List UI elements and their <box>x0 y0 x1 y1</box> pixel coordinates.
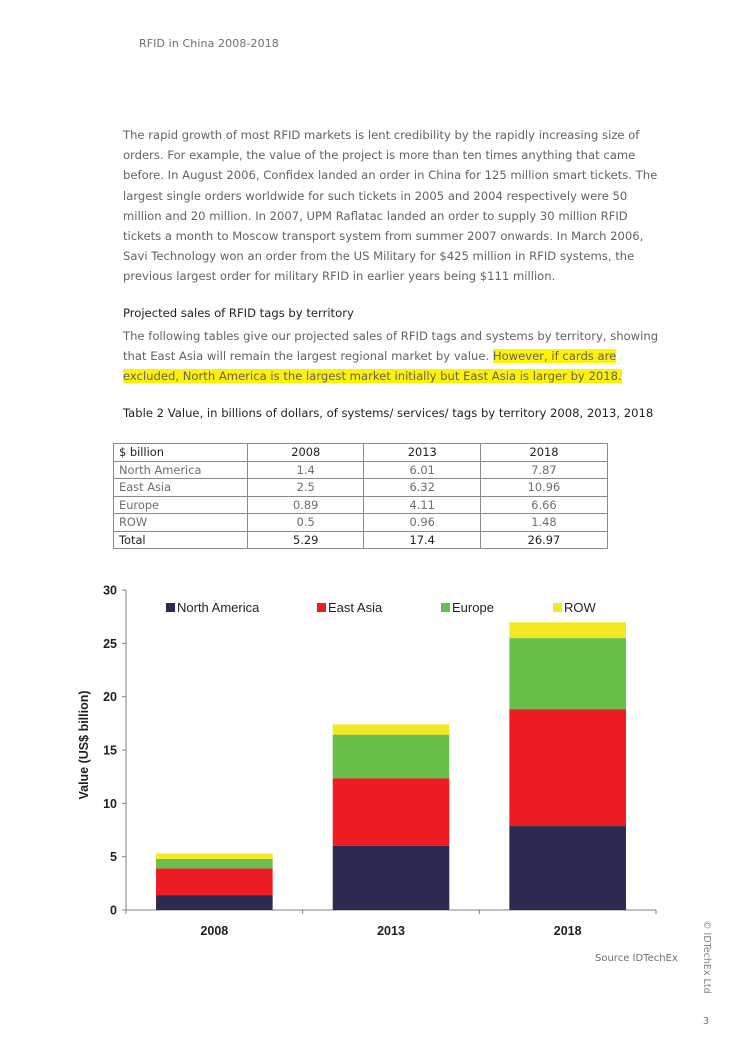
bar-segment-row <box>333 724 450 734</box>
section-paragraph <box>123 326 668 387</box>
bar-segment-east-asia <box>333 778 450 845</box>
header-cell: 2013 <box>364 444 480 462</box>
source-note: Source IDTechEx <box>595 953 678 964</box>
cell: 6.32 <box>364 479 480 497</box>
cell: 17.4 <box>364 531 480 549</box>
row-label: North America <box>114 461 248 479</box>
bar-segment-east-asia <box>156 868 273 895</box>
cell: 0.5 <box>248 514 364 532</box>
y-tick-label: 25 <box>103 636 117 651</box>
chart-bars <box>156 622 626 910</box>
cell: 4.11 <box>364 496 480 514</box>
highlighted-text: However, if cards are excluded, North America is the largest market initially but East Asia is larger by 2018. <box>123 349 622 384</box>
header-cell: 2008 <box>248 444 364 462</box>
table-row <box>114 496 608 514</box>
cell: 6.01 <box>364 461 480 479</box>
running-header: RFID in China 2008-2018 <box>139 37 279 50</box>
cell: 1.48 <box>480 514 607 532</box>
stacked-bar-chart <box>60 575 680 945</box>
legend-label: ROW <box>564 600 596 615</box>
cell: 2.5 <box>248 479 364 497</box>
x-tick-label: 2013 <box>377 924 405 938</box>
copyright-notice: © IDTechEx Ltd <box>701 920 712 994</box>
cell: 5.29 <box>248 531 364 549</box>
bar-segment-row <box>156 854 273 859</box>
bar-segment-europe <box>333 735 450 779</box>
bar-segment-row <box>509 622 626 638</box>
paragraph-text: The following tables give our projected sales of RFID tags and systems by territory, showing that East Asia will remain the largest regional market by value. <box>123 329 659 364</box>
x-tick-label: 2008 <box>200 924 229 938</box>
cell: 0.96 <box>364 514 480 532</box>
x-tick-label: 2018 <box>553 924 582 938</box>
table-header-row <box>114 444 608 462</box>
intro-paragraph: The rapid growth of most RFID markets is lent credibility by the rapidly increasing size of orders. For example, the value of the project is more than ten times anything that came before. In August 2006, Confidex landed an order in China for 125 million smart tickets. The largest single orders worldwide for such tickets in 2005 and 2004 respectively were 50 million and 20 million. In 2007, UPM Raflatac landed an order to supply 30 million RFID tickets a month to Moscow transport system from summer 2007 onwards. In March 2006, Savi Technology won an order from the US Military for $425 million in RFID systems, the previous largest order for military RFID in earlier years being $111 million. <box>123 128 658 284</box>
legend-swatch <box>166 603 175 612</box>
cell: 6.66 <box>480 496 607 514</box>
cell: 10.96 <box>480 479 607 497</box>
row-label: East Asia <box>114 479 248 497</box>
bar-segment-north-america <box>509 826 626 910</box>
header-cell: 2018 <box>480 444 607 462</box>
header-cell: $ billion <box>114 444 248 462</box>
bar-segment-north-america <box>156 895 273 910</box>
bar-segment-europe <box>156 859 273 868</box>
bar-segment-north-america <box>333 846 450 910</box>
cell: 0.89 <box>248 496 364 514</box>
row-label: Total <box>114 531 248 549</box>
legend-label: Europe <box>452 600 494 615</box>
y-tick-label: 10 <box>103 796 117 811</box>
y-tick-label: 30 <box>103 583 117 598</box>
y-tick-label: 20 <box>103 690 117 705</box>
table-total-row <box>114 531 608 549</box>
bar-segment-europe <box>509 638 626 709</box>
y-axis-label: Value (US$ billion) <box>77 690 91 800</box>
data-table <box>113 443 608 549</box>
cell: 26.97 <box>480 531 607 549</box>
bar-segment-east-asia <box>509 709 626 826</box>
table-caption: Table 2 Value, in billions of dollars, of systems/ services/ tags by territory 2008, 2013, 2018 <box>123 406 654 420</box>
legend-swatch <box>553 603 562 612</box>
cell: 1.4 <box>248 461 364 479</box>
page-number: 3 <box>703 1016 710 1027</box>
row-label: ROW <box>114 514 248 532</box>
legend-label: East Asia <box>328 600 383 615</box>
cell: 7.87 <box>480 461 607 479</box>
row-label: Europe <box>114 496 248 514</box>
y-tick-label: 0 <box>110 903 117 918</box>
legend-swatch <box>441 603 450 612</box>
table-row <box>114 514 608 532</box>
table-row <box>114 479 608 497</box>
chart-legend <box>166 600 597 615</box>
y-tick-label: 15 <box>103 743 117 758</box>
legend-swatch <box>317 603 326 612</box>
y-tick-label: 5 <box>110 850 117 865</box>
legend-label: North America <box>177 600 260 615</box>
table-row <box>114 461 608 479</box>
section-heading: Projected sales of RFID tags by territory <box>123 306 354 320</box>
